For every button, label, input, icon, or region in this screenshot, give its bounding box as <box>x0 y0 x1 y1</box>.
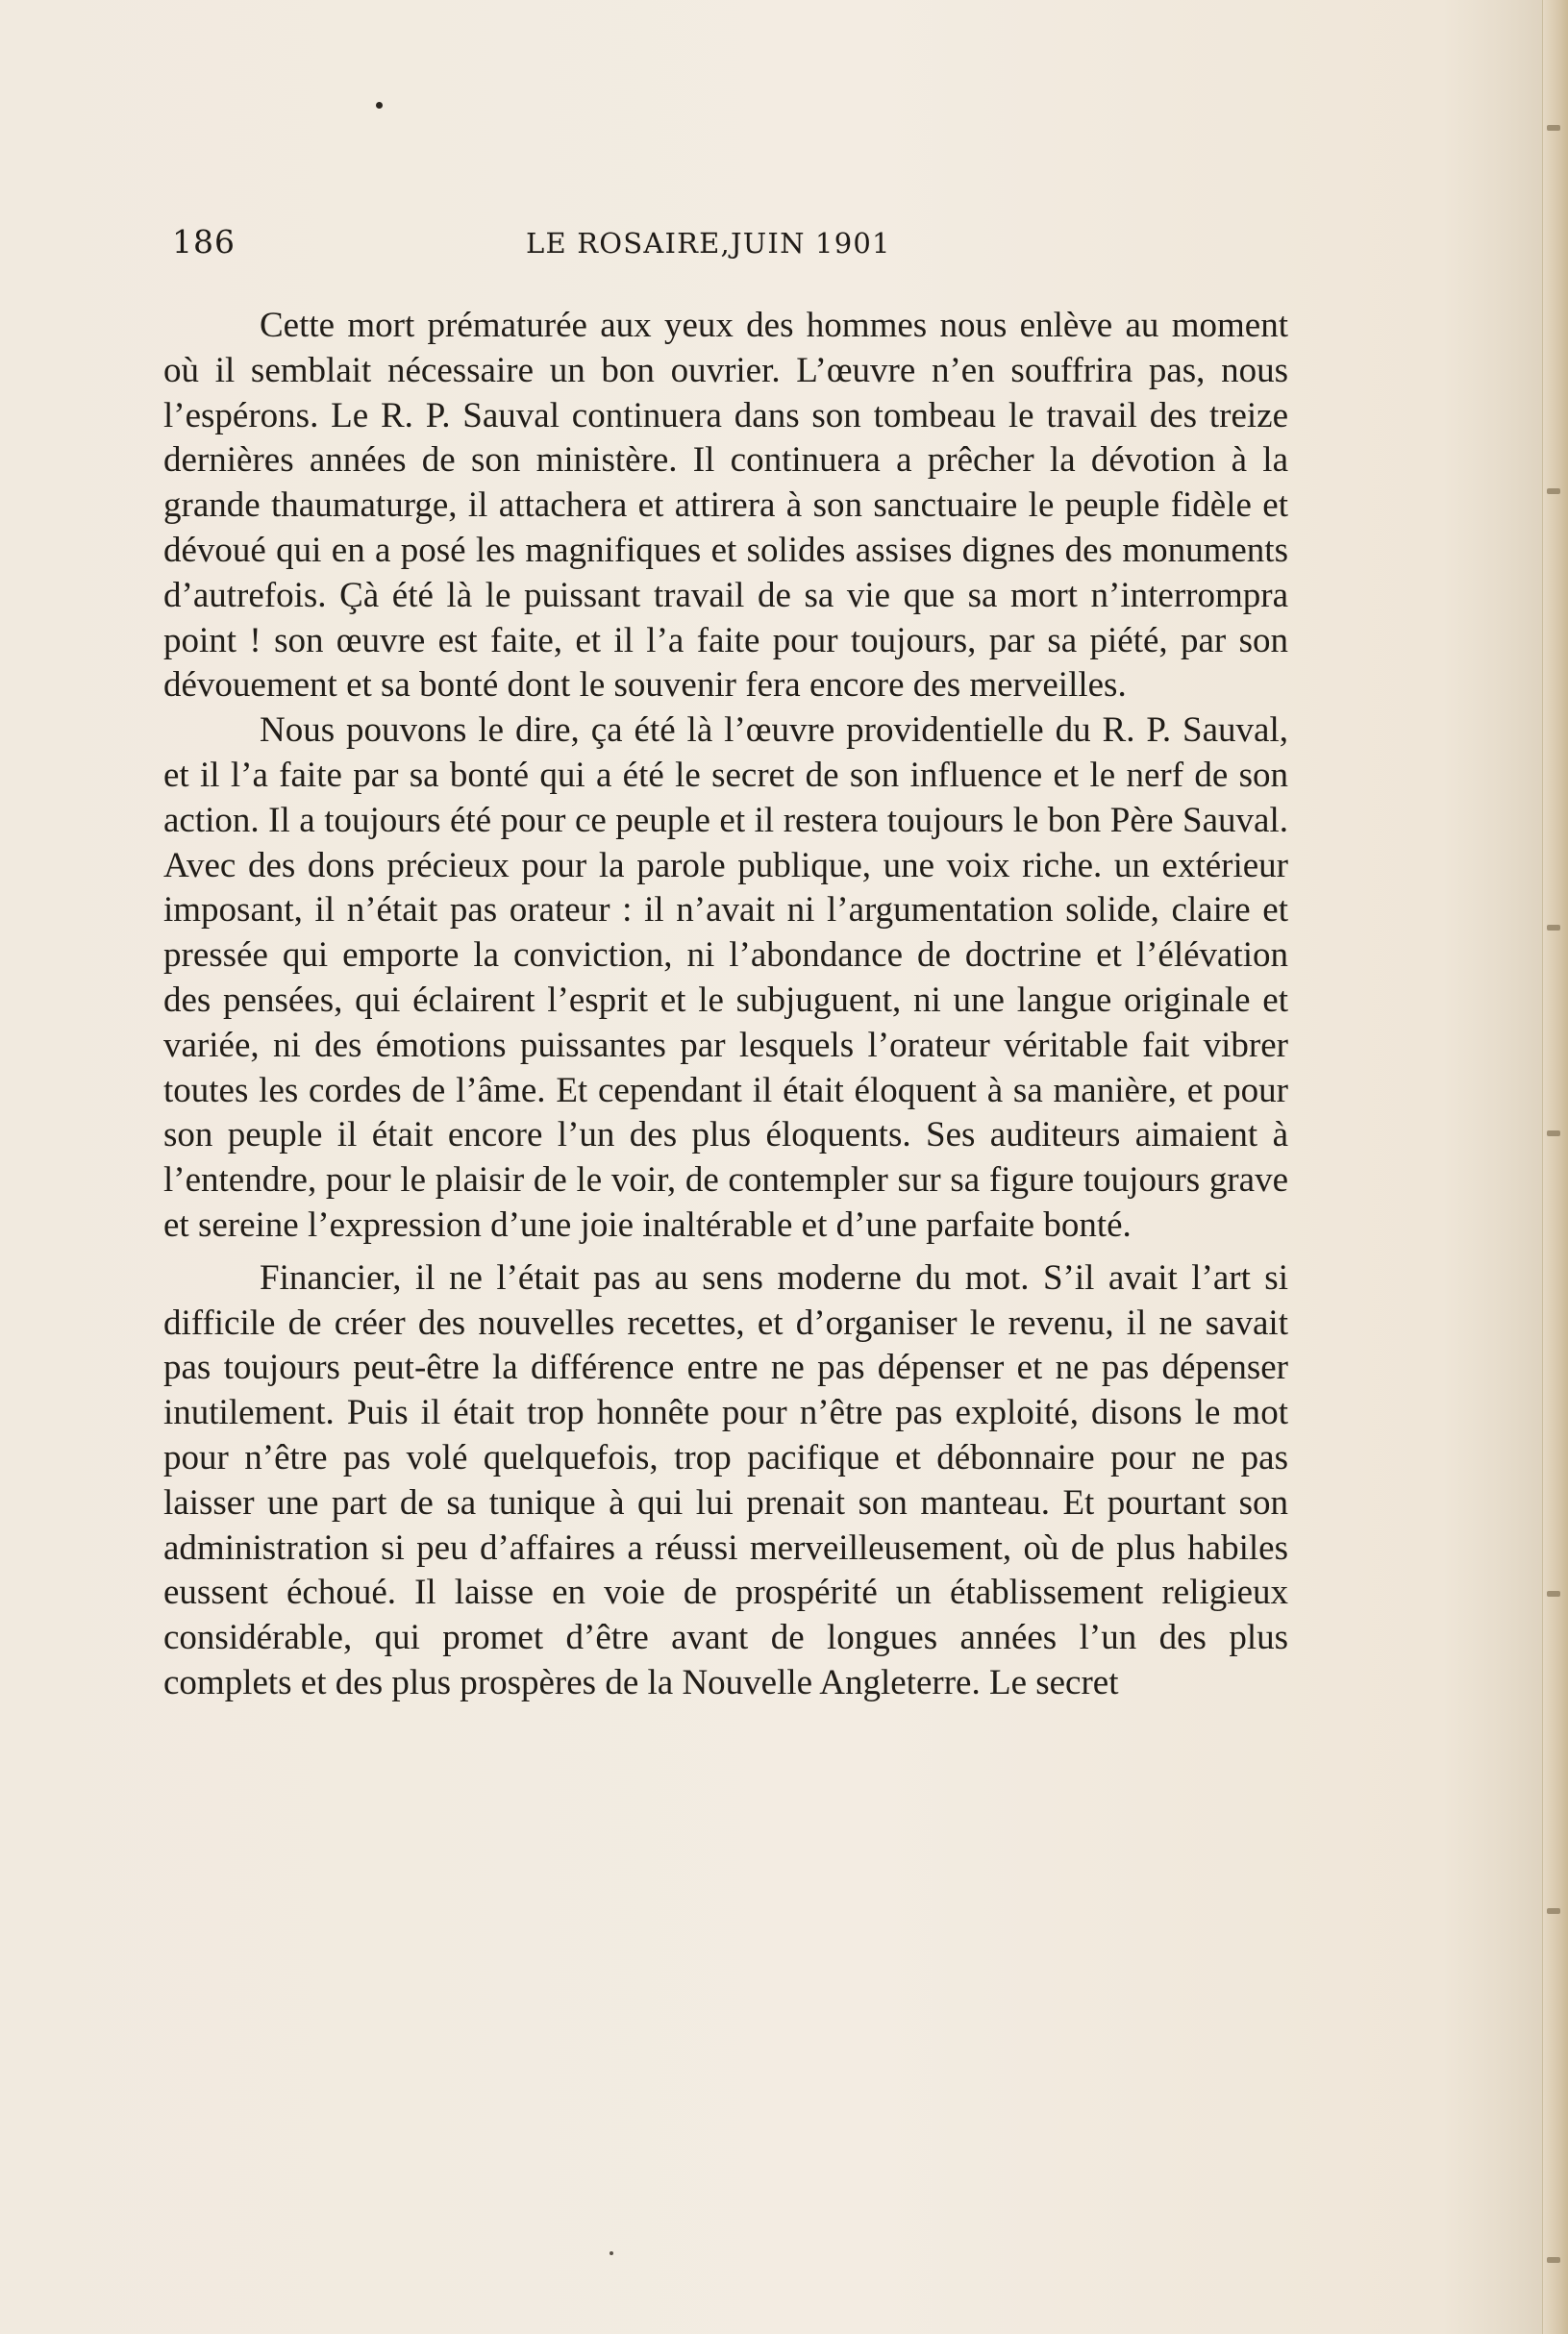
page-number: 186 <box>172 223 236 261</box>
edge-mark <box>1547 488 1560 494</box>
edge-mark <box>1547 925 1560 931</box>
ink-dot <box>610 2251 613 2255</box>
edge-mark <box>1547 2257 1560 2263</box>
running-header <box>172 223 941 271</box>
page-edge <box>1542 0 1568 2334</box>
body-text <box>163 304 1288 1706</box>
edge-mark <box>1547 125 1560 131</box>
edge-mark <box>1547 1908 1560 1914</box>
paragraph: Nous pouvons le dire, ça été là l’œuvre providentielle du R. P. Sauval, et il l’a faite par sa bonté qui a été le secret de son influence et le nerf de son action. Il a toujours été pour ce peuple et il restera toujours le bon Père Sauval. Avec des dons précieux pour la parole publique, une voix riche. un extérieur imposant, il n’était pas orateur : il n’avait ni l’argumentation solide, claire et pressée qui emporte la conviction, ni l’abondance de doctrine et l’élévation des pensées, qui éclairent l’esprit et le subjuguent, ni une langue originale et variée, ni des émotions puissantes par lesquels l’orateur véritable fait vibrer toutes les cordes de l’âme. Et cependant il était éloquent à sa manière, et pour son peuple il était encore l’un des plus éloquents. Ses auditeurs aimaient à l’entendre, pour le plaisir de le voir, de contempler sur sa figure toujours grave et sereine l’expression d’une joie inaltérable et d’une parfaite bonté. <box>163 710 1288 1245</box>
running-title: LE ROSAIRE,JUIN 1901 <box>526 227 891 260</box>
edge-mark <box>1547 1591 1560 1597</box>
edge-mark <box>1547 1130 1560 1136</box>
ink-dot <box>376 102 383 109</box>
paragraph: Cette mort prématurée aux yeux des hommes nous enlève au moment où il semblait nécessaire un bon ouvrier. L’œuvre n’en souffrira pas, nous l’espérons. Le R. P. Sauval continuera dans son tombeau le travail des treize dernières années de son ministère. Il continuera a prêcher la dévotion à la grande thaumaturge, il attachera et attirera à son sanctuaire le peuple fidèle et dévoué qui en a posé les magnifiques et solides assises dignes des monuments d’autrefois. Çà été là le puissant travail de sa vie que sa mort n’interrompra point ! son œuvre est faite, et il l’a faite pour toujours, par sa piété, par son dévouement et sa bonté dont le souvenir fera encore des merveilles. <box>163 306 1288 706</box>
paragraph: Financier, il ne l’était pas au sens moderne du mot. S’il avait l’art si difficile de créer des nouvelles recettes, et d’organiser le revenu, il ne savait pas toujours peut-être la différence entre ne pas dépenser et ne pas dépenser inutilement. Puis il était trop honnête pour n’être pas exploité, disons le mot pour n’être pas volé quelquefois, trop pacifique et débonnaire pour ne pas laisser une part de sa tunique à qui lui prenait son manteau. Et pourtant son administration si peu d’affaires a réussi merveilleusement, où de plus habiles eussent échoué. Il laisse en voie de prospérité un établissement religieux considérable, qui promet d’être avant de longues années l’un des plus complets et des plus prospères de la Nouvelle Angleterre. Le secret <box>163 1257 1288 1702</box>
